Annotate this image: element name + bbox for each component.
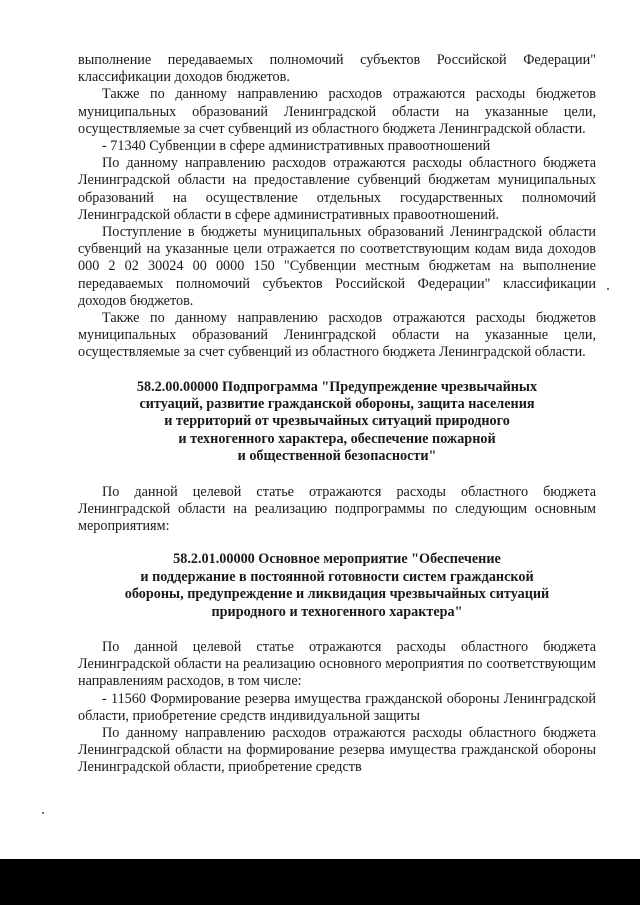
list-item: - 11560 Формирование резерва имущества гражданской обороны Ленинградской области, приобретение средств индивидуальной защиты [78,690,596,724]
section-heading [78,379,596,466]
heading-line: 58.2.00.00000 Подпрограмма "Предупреждение чрезвычайных [136,378,538,395]
paragraph: Также по данному направлению расходов отражаются расходы бюджетов муниципальных образований Ленинградской области на указанные цели, осуществляемые за счет субвенций из областного бюджета Ленинградской области. [78,310,596,361]
heading-line: ситуаций, развитие гражданской обороны, защита населения [139,396,535,413]
scan-speck [607,288,609,290]
heading-line: природного и техногенного характера" [211,603,463,620]
paragraph: По данному направлению расходов отражаются расходы областного бюджета Ленинградской области на формирование резерва имущества гражданской обороны Ленинградской области, приобретение средств [78,724,596,776]
paragraph: Также по данному направлению расходов отражаются расходы бюджетов муниципальных образований Ленинградской области на указанные цели, осуществляемые за счет субвенций из областного бюджета Ленинградской области. [78,86,596,137]
document-page [78,52,596,777]
paragraph: выполнение передаваемых полномочий субъектов Российской Федерации" классификации доходов бюджетов. [78,52,596,86]
heading-line: и поддержание в постоянной готовности систем гражданской [140,568,534,585]
paragraph: Поступление в бюджеты муниципальных образований Ленинградской области субвенций на указанные цели отражается по соответствующим кодам вида доходов 000 2 02 30024 00 0000 150 "Субвенции местным бюджетам на выполнение передаваемых полномочий субъектов Российской Федерации" классификации доходов бюджетов. [78,224,596,309]
heading-line: и общественной безопасности" [237,448,437,465]
heading-line: и техногенного характера, обеспечение пожарной [178,430,496,447]
subsection-heading [78,551,596,621]
heading-line: 58.2.01.00000 Основное мероприятие "Обеспечение [173,551,501,568]
scan-speck [42,812,44,814]
heading-line: и территорий от чрезвычайных ситуаций природного [164,413,510,430]
list-item: - 71340 Субвенции в сфере административных правоотношений [102,138,491,155]
heading-line: обороны, предупреждение и ликвидация чрезвычайных ситуаций [124,586,550,603]
paragraph: По данной целевой статье отражаются расходы областного бюджета Ленинградской области на реализацию подпрограммы по следующим основным мероприятиям: [78,483,596,535]
paragraph: По данной целевой статье отражаются расходы областного бюджета Ленинградской области на реализацию основного мероприятия по соответствующим направлениям расходов, в том числе: [78,638,596,690]
paragraph: По данному направлению расходов отражаются расходы областного бюджета Ленинградской области на предоставление субвенций бюджетам муниципальных образований на осуществление отдельных государственных полномочий Ленинградской области в сфере административных правоотношений. [78,155,596,223]
scan-border [0,859,640,905]
